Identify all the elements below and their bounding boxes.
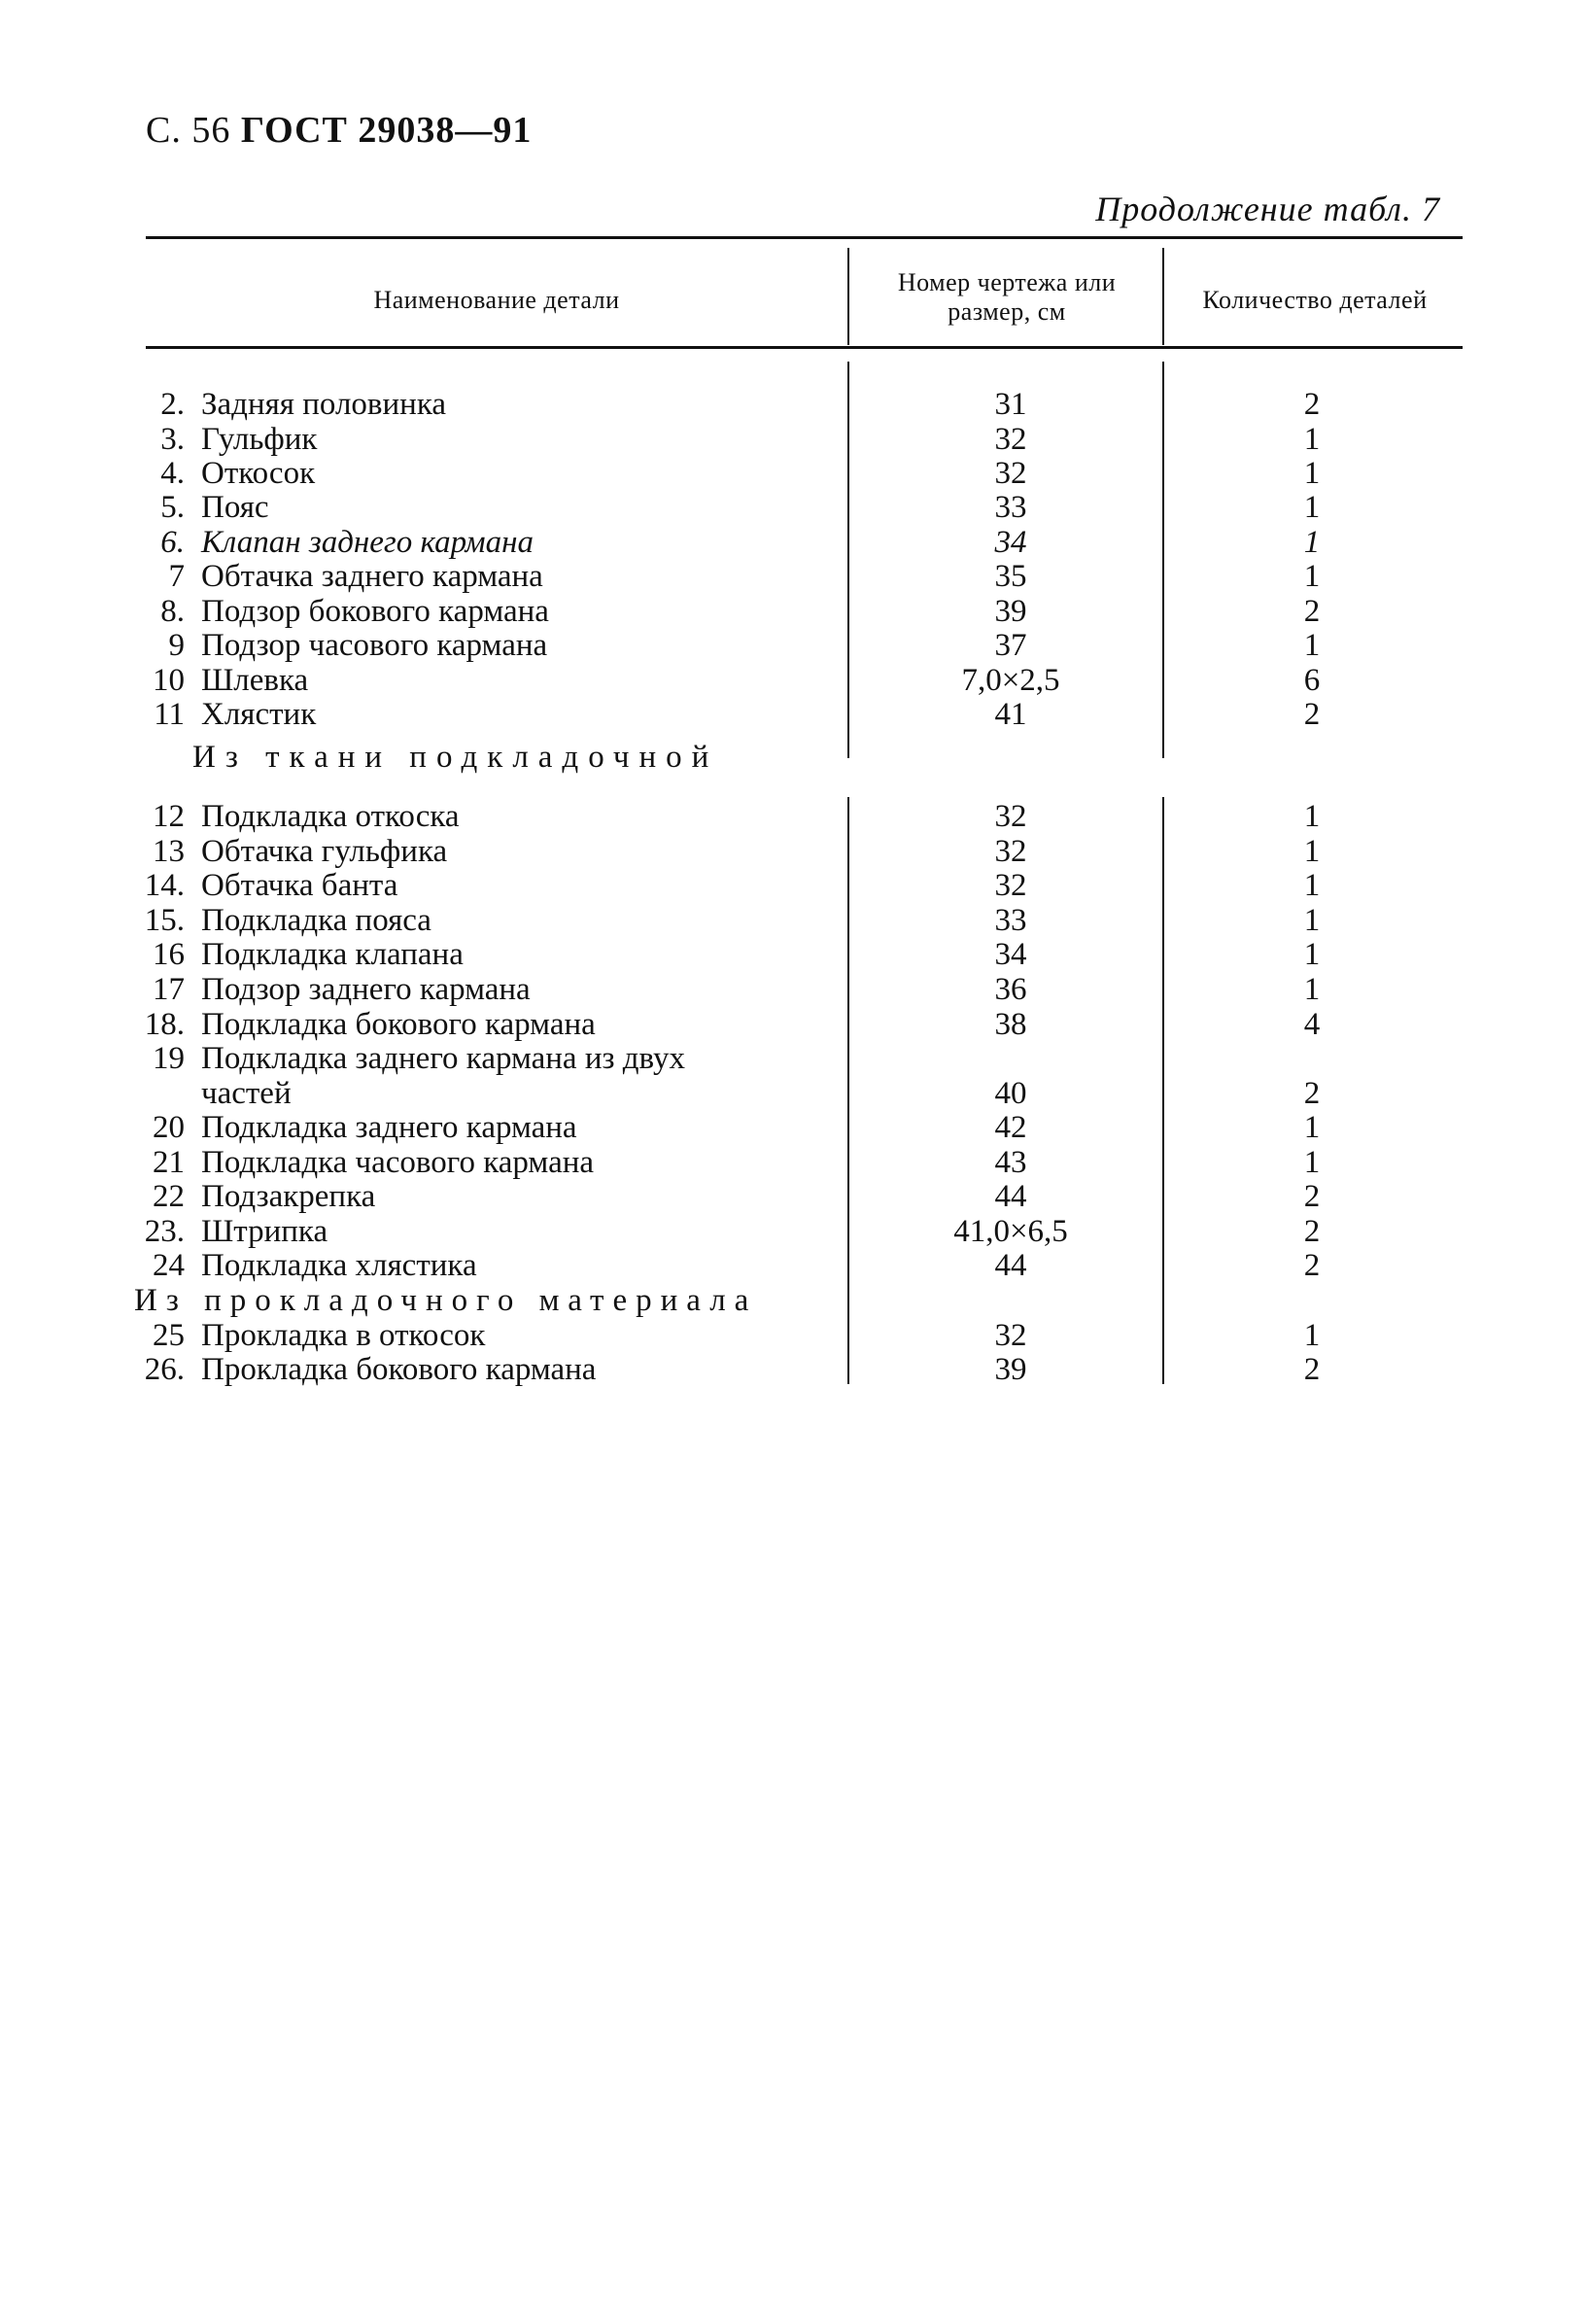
drawing-number: 33: [994, 490, 1027, 525]
column-header-name: Наименование детали: [373, 286, 620, 314]
part-quantity: 2: [1303, 1179, 1321, 1214]
part-quantity: 1: [1303, 799, 1321, 834]
part-name: Задняя половинка: [201, 387, 447, 422]
row-number: 19: [153, 1041, 185, 1076]
part-quantity: 1: [1303, 1145, 1321, 1180]
table-row: [0, 1318, 1586, 1353]
part-quantity: 1: [1303, 834, 1321, 869]
part-name: Подкладка пояса: [201, 903, 431, 938]
part-quantity: 2: [1303, 594, 1321, 629]
page-number: С. 56: [146, 110, 231, 151]
row-number: 18.: [144, 1007, 185, 1042]
drawing-number: 35: [994, 559, 1027, 594]
part-name: Подкладка хлястика: [201, 1248, 477, 1283]
row-number: 17: [153, 972, 185, 1007]
part-quantity: 2: [1303, 387, 1321, 422]
table-row: [0, 422, 1586, 457]
part-name: Обтачка заднего кармана: [201, 559, 543, 594]
table-row: [0, 903, 1586, 938]
drawing-number: 34: [994, 525, 1027, 560]
row-number: 16: [153, 937, 185, 972]
drawing-number: 7,0×2,5: [961, 663, 1060, 698]
drawing-number: 41,0×6,5: [953, 1214, 1068, 1249]
drawing-number: 32: [994, 799, 1027, 834]
part-quantity: 1: [1303, 903, 1321, 938]
part-name: частей: [201, 1076, 292, 1111]
row-number: 13: [153, 834, 185, 869]
row-number: 8.: [160, 594, 185, 629]
part-quantity: 2: [1303, 697, 1321, 732]
table-row: [0, 1076, 1586, 1111]
part-quantity: 1: [1303, 422, 1321, 457]
part-name: Шлевка: [201, 663, 309, 698]
part-name: Обтачка гульфика: [201, 834, 448, 869]
table-row: [0, 490, 1586, 525]
table-row: [0, 1352, 1586, 1387]
table-row: [0, 1179, 1586, 1214]
part-name: Подкладка откоска: [201, 799, 460, 834]
drawing-number: 44: [994, 1179, 1027, 1214]
part-name: Подкладка бокового кармана: [201, 1007, 596, 1042]
drawing-number: 44: [994, 1248, 1027, 1283]
row-number: 21: [153, 1145, 185, 1180]
part-quantity: 1: [1303, 559, 1321, 594]
table-row: [0, 594, 1586, 629]
drawing-number: 38: [994, 1007, 1027, 1042]
standard-code: ГОСТ 29038—91: [240, 110, 533, 151]
row-number: 11: [154, 697, 185, 732]
drawing-number: 32: [994, 456, 1027, 491]
table-continuation-label: Продолжение табл. 7: [1095, 190, 1440, 228]
row-number: 2.: [160, 387, 185, 422]
drawing-number: 37: [994, 628, 1027, 663]
row-number: 7: [168, 559, 185, 594]
part-name: Прокладка бокового кармана: [201, 1352, 597, 1387]
part-name: Подзор заднего кармана: [201, 972, 531, 1007]
drawing-number: 32: [994, 868, 1027, 903]
part-quantity: 2: [1303, 1248, 1321, 1283]
part-quantity: 1: [1303, 490, 1321, 525]
row-number: 20: [153, 1110, 185, 1145]
drawing-number: 36: [994, 972, 1027, 1007]
drawing-number: 43: [994, 1145, 1027, 1180]
table-row: [0, 387, 1586, 422]
row-number: 3.: [160, 422, 185, 457]
column-header-drawing: Номер чертежа или размер, см: [897, 268, 1117, 326]
part-name: Клапан заднего кармана: [201, 525, 534, 560]
table-row: [0, 799, 1586, 834]
table-row: [0, 1248, 1586, 1283]
part-quantity: 1: [1303, 525, 1321, 560]
column-header-quantity: Количество деталей: [1202, 286, 1428, 314]
row-number: 9: [168, 628, 185, 663]
part-name: Подзор часового кармана: [201, 628, 548, 663]
part-name: Подкладка заднего кармана: [201, 1110, 577, 1145]
part-name: Штрипка: [201, 1214, 328, 1249]
row-number: 26.: [144, 1352, 185, 1387]
drawing-number: 42: [994, 1110, 1027, 1145]
drawing-number: 32: [994, 422, 1027, 457]
row-number: 23.: [144, 1214, 185, 1249]
drawing-number: 31: [994, 387, 1027, 422]
table-row: [0, 525, 1586, 560]
part-quantity: 1: [1303, 1110, 1321, 1145]
part-quantity: 6: [1303, 663, 1321, 698]
table-row: [0, 1041, 1586, 1076]
table-row: [0, 663, 1586, 698]
table-row: [0, 1214, 1586, 1249]
part-name: Откосок: [201, 456, 316, 491]
table-row: [0, 1145, 1586, 1180]
drawing-number: 34: [994, 937, 1027, 972]
part-name: Подкладка клапана: [201, 937, 464, 972]
table-row: [0, 559, 1586, 594]
row-number: 25: [153, 1318, 185, 1353]
drawing-number: 39: [994, 594, 1027, 629]
drawing-number: 40: [994, 1076, 1027, 1111]
part-name: Подзор бокового кармана: [201, 594, 549, 629]
part-name: Подкладка часового кармана: [201, 1145, 595, 1180]
row-number: 10: [153, 663, 185, 698]
drawing-number: 32: [994, 1318, 1027, 1353]
section-heading: Из прокладочного материала: [134, 1283, 758, 1318]
table-row: [0, 1110, 1586, 1145]
part-quantity: 1: [1303, 972, 1321, 1007]
table-row: [0, 972, 1586, 1007]
row-number: 6.: [160, 525, 185, 560]
part-quantity: 1: [1303, 456, 1321, 491]
drawing-number: 33: [994, 903, 1027, 938]
row-number: 24: [153, 1248, 185, 1283]
part-quantity: 1: [1303, 628, 1321, 663]
table-row: [0, 868, 1586, 903]
table-row: [0, 697, 1586, 732]
row-number: 4.: [160, 456, 185, 491]
table-row: [0, 1007, 1586, 1042]
part-quantity: 4: [1303, 1007, 1321, 1042]
table-row: [0, 834, 1586, 869]
row-number: 5.: [160, 490, 185, 525]
table-row: [0, 628, 1586, 663]
part-name: Пояс: [201, 490, 269, 525]
section-heading: Из ткани подкладочной: [192, 740, 719, 775]
part-name: Подкладка заднего кармана из двух: [201, 1041, 686, 1076]
table-row: [0, 937, 1586, 972]
row-number: 14.: [144, 868, 185, 903]
table-row: [0, 456, 1586, 491]
part-name: Гульфик: [201, 422, 318, 457]
part-quantity: 1: [1303, 868, 1321, 903]
part-quantity: 2: [1303, 1352, 1321, 1387]
part-name: Обтачка банта: [201, 868, 398, 903]
part-name: Подзакрепка: [201, 1179, 376, 1214]
row-number: 22: [153, 1179, 185, 1214]
part-quantity: 2: [1303, 1214, 1321, 1249]
part-name: Прокладка в откосок: [201, 1318, 486, 1353]
drawing-number: 41: [994, 697, 1027, 732]
part-name: Хлястик: [201, 697, 317, 732]
drawing-number: 32: [994, 834, 1027, 869]
row-number: 12: [153, 799, 185, 834]
row-number: 15.: [144, 903, 185, 938]
part-quantity: 1: [1303, 937, 1321, 972]
part-quantity: 2: [1303, 1076, 1321, 1111]
part-quantity: 1: [1303, 1318, 1321, 1353]
drawing-number: 39: [994, 1352, 1027, 1387]
